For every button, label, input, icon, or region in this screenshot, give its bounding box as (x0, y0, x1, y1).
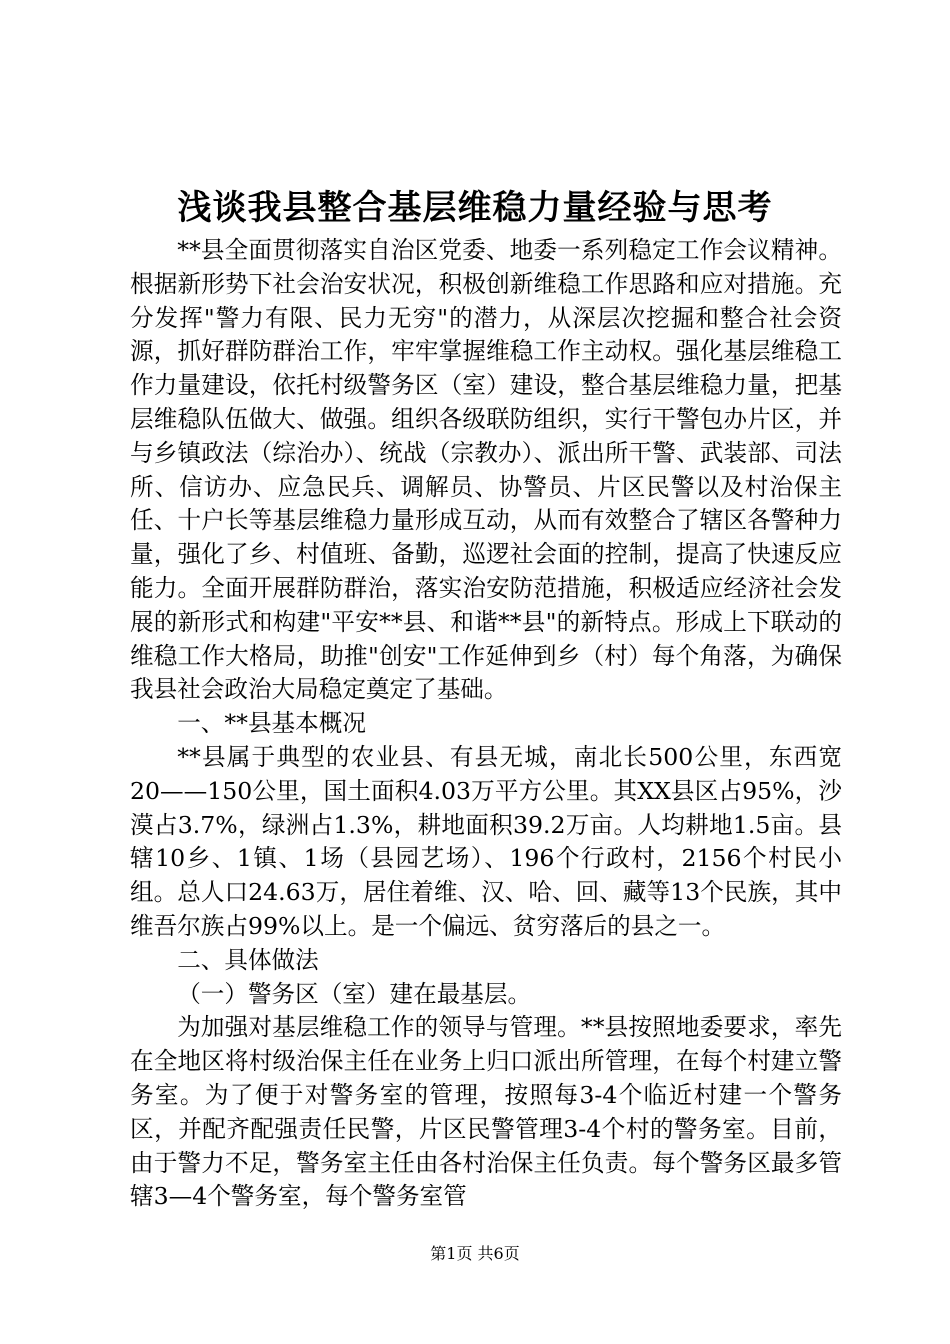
document-body (130, 234, 842, 1214)
paragraph-intro: **县全面贯彻落实自治区党委、地委一系列稳定工作会议精神。根据新形势下社会治安状况，积极创新维稳工作思路和应对措施。充分发挥"警力有限、民力无穷"的潜力，从深层次挖掘和整合社会资源，抓好群防群治工作，牢牢掌握维稳工作主动权。强化基层维稳工作力量建设，依托村级警务区（室）建设，整合基层维稳力量，把基层维稳队伍做大、做强。组织各级联防组织，实行干警包办片区，并与乡镇政法（综治办）、统战（宗教办）、派出所干警、武装部、司法所、信访办、应急民兵、调解员、协警员、片区民警以及村治保主任、十户长等基层维稳力量形成互动，从而有效整合了辖区各警种力量，强化了乡、村值班、备勤，巡逻社会面的控制，提高了快速反应能力。全面开展群防群治，落实治安防范措施，积极适应经济社会发展的新形式和构建"平安**县、和谐**县"的新特点。形成上下联动的维稳工作大格局，助推"创安"工作延伸到乡（村）每个角落，为确保我县社会政治大局稳定奠定了基础。 (130, 236, 842, 704)
page-number-footer: 第1页 共6页 (430, 1244, 520, 1263)
paragraph-overview: **县属于典型的农业县、有县无城，南北长500公里，东西宽20——150公里，国土面积4.03万平方公里。其XX县区占95%，沙漠占3.7%，绿洲占1.3%，耕地面积39.2万亩。人均耕地1.5亩。县辖10乡、1镇、1场（县园艺场）、196个行政村，2156个村民小组。总人口24.63万，居住着维、汉、哈、回、藏等13个民族，其中维吾尔族占99%以上。是一个偏远、贫穷落后的县之一。 (130, 742, 842, 940)
section-heading-methods: 二、具体做法 (177, 945, 319, 974)
paragraph-police-office: 为加强对基层维稳工作的领导与管理。**县按照地委要求，率先在全地区将村级治保主任在业务上归口派出所管理，在每个村建立警务室。为了便于对警务室的管理，按照每3-4个临近村建一个警务区，并配齐配强责任民警，片区民警管理3-4个村的警务室。目前，由于警力不足，警务室主任由各村治保主任负责。每个警务区最多管辖3—4个警务室，每个警务室管 (130, 1013, 842, 1211)
document-title: 浅谈我县整合基层维稳力量经验与思考 (177, 188, 773, 228)
section-heading-overview: 一、**县基本概况 (177, 709, 366, 738)
subsection-heading-police-office: （一）警务区（室）建在最基层。 (177, 979, 532, 1008)
